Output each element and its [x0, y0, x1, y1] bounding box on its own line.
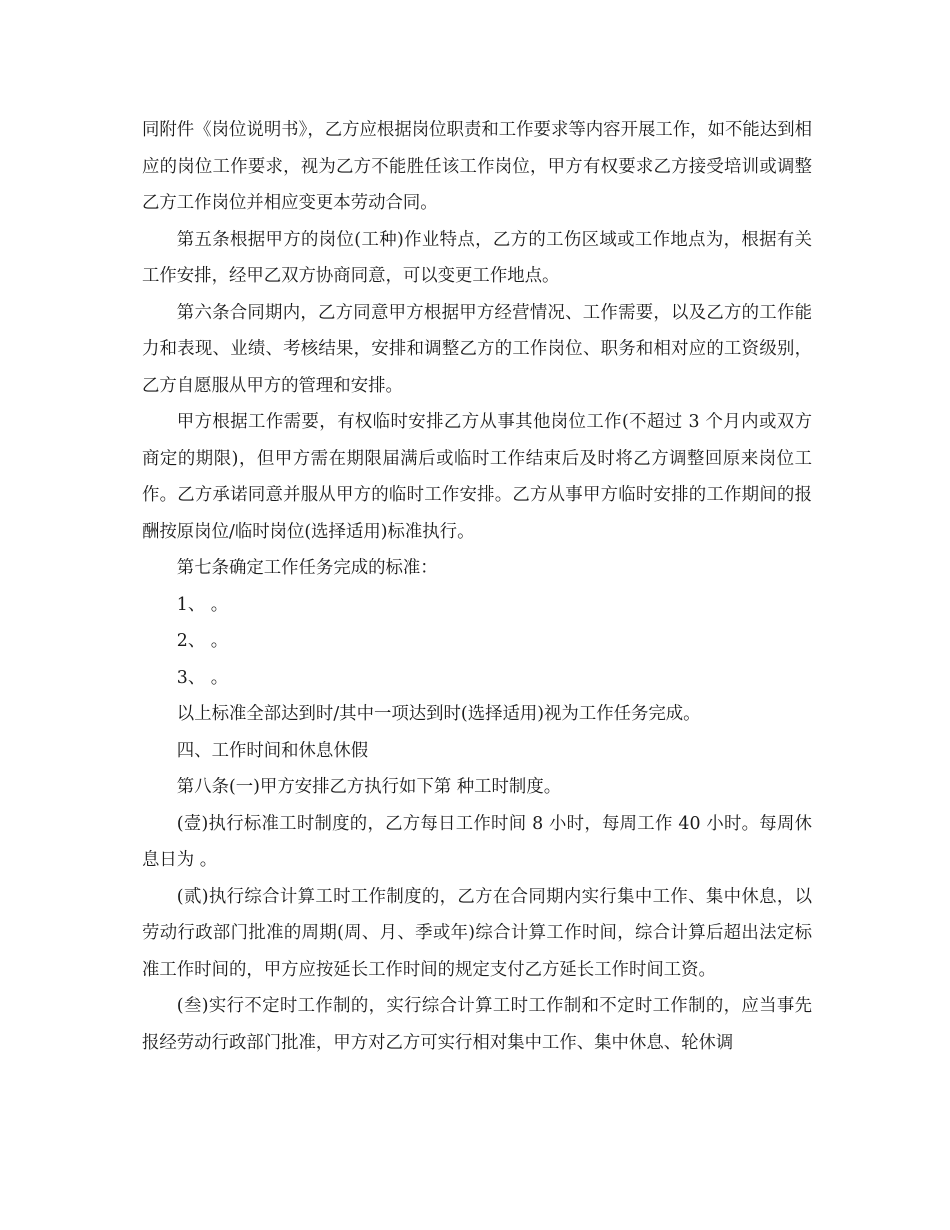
paragraph-article-7: 第七条确定工作任务完成的标准：	[176, 558, 438, 578]
section-heading-working-hours: 四、工作时间和休息休假	[176, 740, 369, 761]
paragraph-job-description: 同附件《岗位说明书》，乙方应根据岗位职责和工作要求等内容开展工作，如不能达到相应的岗位工作要求，视为乙方不能胜任该工作岗位，甲方有权要求乙方接受培训或调整乙方工作岗位并相应变更本劳动合同。	[142, 120, 812, 213]
list-item-1: 1、 。	[176, 594, 229, 615]
paragraph-flexible-hours: (叁)实行不定时工作制的，实行综合计算工时工作制和不定时工作制的，应当事先报经劳动行政部门批准，甲方对乙方可实行相对集中工作、集中休息、轮休调	[142, 996, 812, 1053]
paragraph-comprehensive-hours: (贰)执行综合计算工时工作制度的，乙方在合同期内实行集中工作、集中休息，以劳动行政部门批准的周期(周、月、季或年)综合计算工作时间，综合计算后超出法定标准工作时间的，甲方应按延长工作时间的规定支付乙方延长工作时间工资。	[142, 886, 812, 980]
document-body	[142, 112, 812, 1061]
paragraph-article-5: 第五条根据甲方的岗位(工种)作业特点，乙方的工伤区域或工作地点为，根据有关工作安排，经甲乙双方协商同意，可以变更工作地点。	[142, 229, 812, 286]
paragraph-standard-hours: (壹)执行标准工时制度的，乙方每日工作时间 8 小时，每周工作 40 小时。每周休息日为 。	[142, 813, 812, 870]
list-item-2: 2、 。	[176, 631, 229, 651]
list-item-3: 3、 。	[176, 667, 229, 688]
paragraph-article-8: 第八条(一)甲方安排乙方执行如下第 种工时制度。	[176, 777, 562, 797]
paragraph-article-6: 第六条合同期内，乙方同意甲方根据甲方经营情况、工作需要，以及乙方的工作能力和表现、业绩、考核结果，安排和调整乙方的工作岗位、职务和相对应的工资级别，乙方自愿服从甲方的管理和安排。	[142, 302, 812, 396]
paragraph-temporary-assignment: 甲方根据工作需要，有权临时安排乙方从事其他岗位工作(不超过 3 个月内或双方商定的期限)，但甲方需在期限届满后或临时工作结束后及时将乙方调整回原来岗位工作。乙方承诺同意并服从甲方的临时工作安排。乙方从事甲方临时安排的工作期间的报酬按原岗位/临时岗位(选择适用)标准执行。	[142, 412, 812, 542]
paragraph-standard-completion: 以上标准全部达到时/其中一项达到时(选择适用)视为工作任务完成。	[176, 704, 701, 724]
